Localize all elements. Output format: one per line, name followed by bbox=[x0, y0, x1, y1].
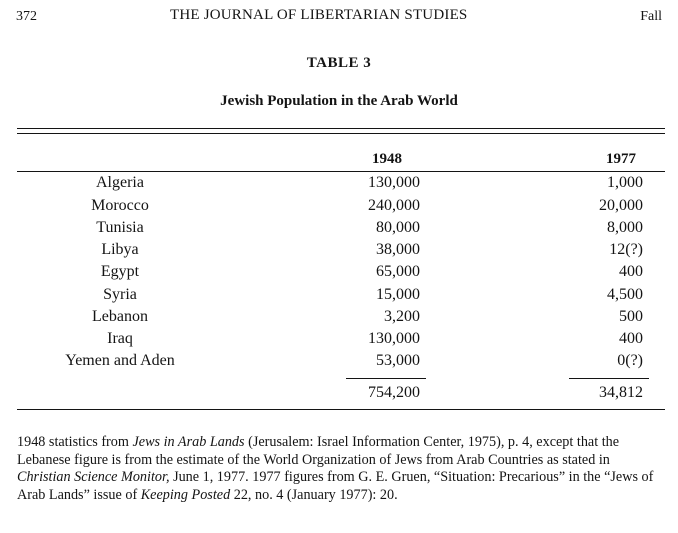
top-rule-1 bbox=[17, 128, 665, 129]
country-cell: Tunisia bbox=[96, 219, 144, 236]
source-note bbox=[17, 434, 665, 504]
total-1948: 754,200 bbox=[368, 384, 420, 401]
issue-season: Fall bbox=[640, 9, 662, 24]
value-1948-cell: 53,000 bbox=[376, 352, 420, 369]
sum-rule-1948 bbox=[346, 378, 426, 379]
country-cell: Egypt bbox=[100, 263, 140, 280]
country-cell: Yemen and Aden bbox=[65, 352, 175, 369]
country-cell: Algeria bbox=[96, 174, 144, 191]
value-1977-cell: 400 bbox=[619, 330, 643, 347]
source-title-keeping-posted: Keeping Posted bbox=[140, 486, 231, 503]
source-title-christian-science-monitor: Christian Science Monitor, bbox=[17, 469, 170, 485]
source-note-text: 1948 statistics from bbox=[17, 434, 133, 450]
country-cell: Morocco bbox=[91, 197, 149, 214]
source-note-text: 22, no. 4 (January 1977): 20. bbox=[230, 486, 398, 503]
column-header-1948: 1948 bbox=[372, 151, 402, 167]
value-1948-cell: 130,000 bbox=[368, 174, 420, 191]
value-1948-cell: 3,200 bbox=[384, 308, 420, 325]
value-1977-cell: 0(?) bbox=[617, 352, 643, 369]
journal-title: THE JOURNAL OF LIBERTARIAN STUDIES bbox=[170, 7, 468, 23]
value-1948-cell: 80,000 bbox=[376, 219, 420, 236]
value-1977-cell: 8,000 bbox=[607, 219, 643, 236]
value-1948-cell: 65,000 bbox=[376, 263, 420, 280]
table-title: TABLE 3 bbox=[306, 55, 372, 71]
value-1948-cell: 240,000 bbox=[368, 197, 420, 214]
country-cell: Lebanon bbox=[92, 308, 148, 325]
value-1948-cell: 38,000 bbox=[376, 241, 420, 258]
page-number: 372 bbox=[16, 9, 37, 24]
table-subtitle: Jewish Population in the Arab World bbox=[220, 93, 458, 109]
source-note-text: (Jerusalem: Israel Information Center, 1975), p. 4, except that the Lebanese figure is from the estimate of the World Organization of Jews from Arab Countries as stated in bbox=[17, 434, 620, 468]
value-1948-cell: 130,000 bbox=[368, 330, 420, 347]
sum-rule-1977 bbox=[569, 378, 649, 379]
column-header-1977: 1977 bbox=[606, 151, 636, 167]
header-rule bbox=[17, 171, 665, 172]
value-1977-cell: 20,000 bbox=[599, 197, 643, 214]
source-note-text: June 1, 1977. 1977 figures from G. E. Gruen, “Situation: Precarious” in the “Jews of Arab Lands” issue of bbox=[17, 469, 654, 503]
value-1977-cell: 12(?) bbox=[609, 241, 643, 258]
country-cell: Libya bbox=[101, 241, 139, 258]
total-1977: 34,812 bbox=[599, 384, 643, 401]
value-1977-cell: 500 bbox=[619, 308, 643, 325]
country-cell: Syria bbox=[103, 286, 137, 303]
value-1977-cell: 1,000 bbox=[607, 174, 643, 191]
bottom-rule bbox=[17, 409, 665, 410]
value-1977-cell: 400 bbox=[619, 263, 643, 280]
source-title-jews-in-arab-lands: Jews in Arab Lands bbox=[132, 434, 245, 450]
value-1948-cell: 15,000 bbox=[376, 286, 420, 303]
top-rule-2 bbox=[17, 133, 665, 134]
value-1977-cell: 4,500 bbox=[607, 286, 643, 303]
country-cell: Iraq bbox=[107, 330, 133, 347]
